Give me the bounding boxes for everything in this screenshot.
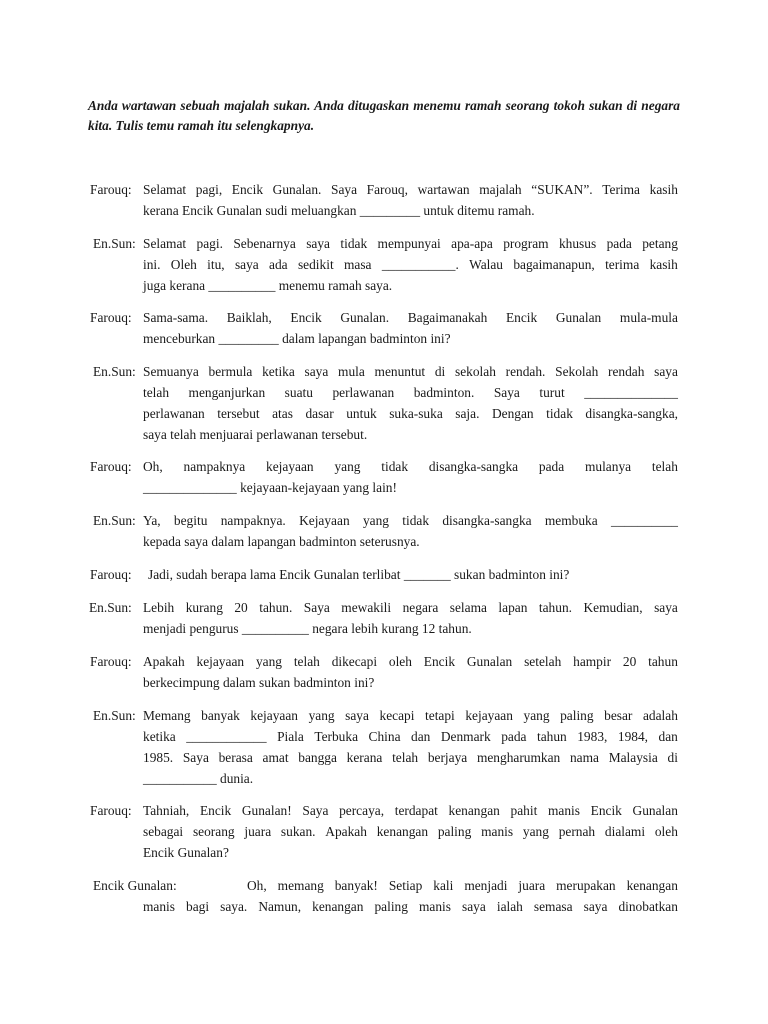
dialogue-line: Lebih kurang 20 tahun. Saya mewakili negara selama lapan tahun. Kemudian, saya	[143, 600, 678, 615]
dialogue-line: Ya, begitu nampaknya. Kejayaan yang tidak disangka-sangka membuka __________	[143, 513, 678, 528]
dialogue-line: Encik Gunalan?	[143, 845, 229, 860]
dialogue-line: saya telah menjuarai perlawanan tersebut.	[143, 427, 368, 442]
dialogue-line: ketika ____________ Piala Terbuka China dan Denmark pada tahun 1983, 1984, dan	[143, 729, 678, 744]
dialogue-line: juga kerana __________ menemu ramah saya.	[143, 278, 393, 293]
dialogue-line: perlawanan tersebut atas dasar untuk suka-suka saja. Dengan tidak disangka-sangka,	[143, 406, 678, 421]
dialogue-line: Sama-sama. Baiklah, Encik Gunalan. Bagaimanakah Encik Gunalan mula-mula	[143, 310, 678, 325]
dialogue-line: ini. Oleh itu, saya ada sedikit masa ___________. Walau bagaimanapun, terima kasih	[143, 257, 678, 272]
dialogue-line: Selamat pagi. Sebenarnya saya tidak mempunyai apa-apa program khusus pada petang	[143, 236, 678, 251]
speaker-label: En.Sun:	[93, 236, 136, 251]
dialogue-line: Jadi, sudah berapa lama Encik Gunalan terlibat _______ sukan badminton ini?	[148, 567, 570, 582]
dialogue-line: Selamat pagi, Encik Gunalan. Saya Farouq, wartawan majalah “SUKAN”. Terima kasih	[143, 182, 678, 197]
speaker-label: En.Sun:	[93, 364, 136, 379]
dialogue-line: kepada saya dalam lapangan badminton seterusnya.	[143, 534, 420, 549]
dialogue-line: Tahniah, Encik Gunalan! Saya percaya, terdapat kenangan pahit manis Encik Gunalan	[143, 803, 678, 818]
dialogue-line: Oh, nampaknya kejayaan yang tidak disangka-sangka pada mulanya telah	[143, 459, 678, 474]
speaker-label: Farouq:	[90, 459, 132, 474]
dialogue-line: ______________ kejayaan-kejayaan yang lain!	[143, 480, 397, 495]
speaker-label: Farouq:	[90, 654, 132, 669]
dialogue-line: menjadi pengurus __________ negara lebih kurang 12 tahun.	[143, 621, 472, 636]
dialogue-line: Semuanya bermula ketika saya mula menuntut di sekolah rendah. Sekolah rendah saya	[143, 364, 678, 379]
speaker-label: Farouq:	[90, 803, 132, 818]
speaker-label: Encik Gunalan:	[93, 878, 177, 893]
dialogue-line: sebagai seorang juara sukan. Apakah kenangan paling manis yang pernah dialami oleh	[143, 824, 678, 839]
dialogue-line: 1985. Saya berasa amat bangga kerana telah berjaya mengharumkan nama Malaysia di	[143, 750, 678, 765]
instruction-text: Anda wartawan sebuah majalah sukan. Anda ditugaskan menemu ramah seorang tokoh sukan di negara kita. Tulis temu ramah itu selengkapnya.	[88, 98, 680, 133]
speaker-label: Farouq:	[90, 182, 132, 197]
dialogue-line: berkecimpung dalam sukan badminton ini?	[143, 675, 375, 690]
dialogue-line: Apakah kejayaan yang telah dikecapi oleh Encik Gunalan setelah hampir 20 tahun	[143, 654, 678, 669]
dialogue-line: Oh, memang banyak! Setiap kali menjadi juara merupakan kenangan	[247, 878, 678, 893]
speaker-label: En.Sun:	[89, 600, 132, 615]
dialogue-line: menceburkan _________ dalam lapangan badminton ini?	[143, 331, 451, 346]
dialogue-line: kerana Encik Gunalan sudi meluangkan _________ untuk ditemu ramah.	[143, 203, 535, 218]
dialogue-line: manis bagi saya. Namun, kenangan paling manis saya ialah semasa saya dinobatkan	[143, 899, 678, 914]
speaker-label: En.Sun:	[93, 513, 136, 528]
speaker-label: Farouq:	[90, 310, 132, 325]
speaker-label: En.Sun:	[93, 708, 136, 723]
speaker-label: Farouq:	[90, 567, 132, 582]
dialogue-line: telah menganjurkan suatu perlawanan badminton. Saya turut ______________	[143, 385, 678, 400]
dialogue-line: Memang banyak kejayaan yang saya kecapi tetapi kejayaan yang paling besar adalah	[143, 708, 678, 723]
dialogue-line: ___________ dunia.	[143, 771, 254, 786]
